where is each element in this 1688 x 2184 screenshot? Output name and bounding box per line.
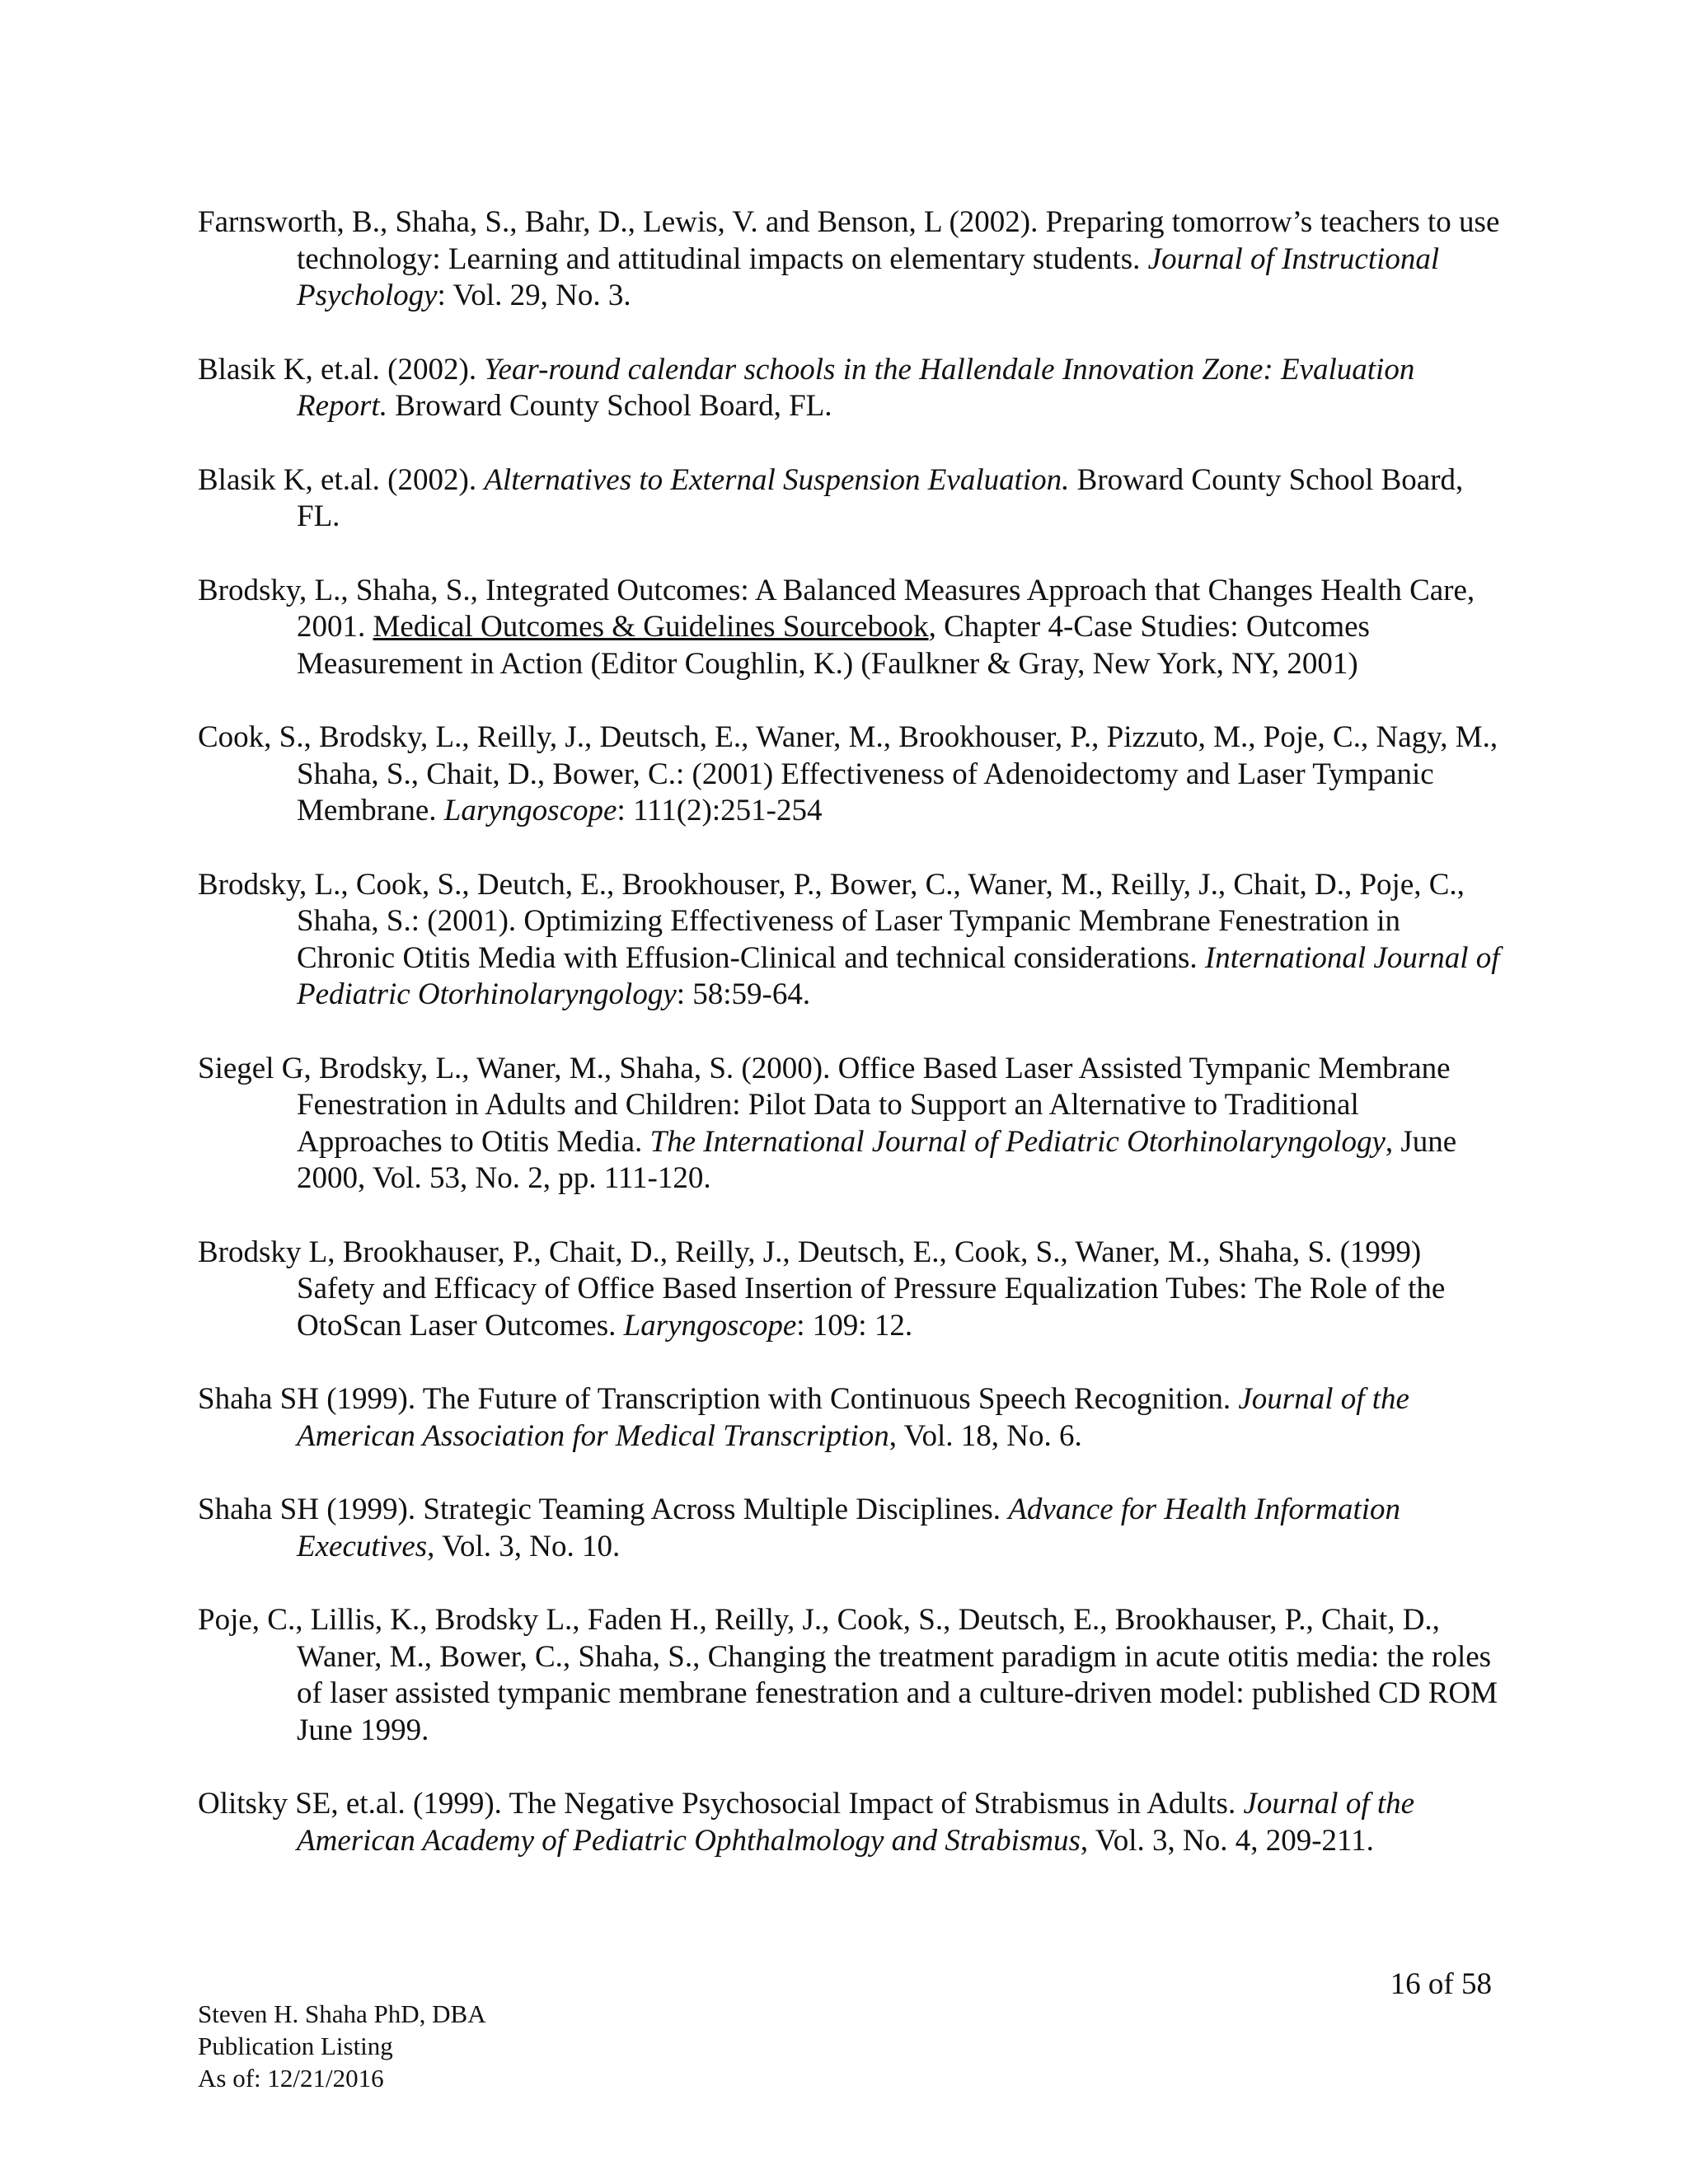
citation-entry [198, 1492, 1500, 1565]
citation-entry [198, 1786, 1500, 1859]
footer-document-title: Publication Listing [198, 2032, 393, 2060]
citation-text: : 111(2):251-254 [617, 794, 823, 827]
citation-text: Brodsky L, Brookhauser, P., Chait, D., Reilly, J., Deutsch, E., Cook, S., Waner, M., Shaha, S. (1999) Safety and Efficacy of Office Based Insertion of Pressure Equalization Tubes: The Role of the OtoScan Laser Outcomes. [198, 1235, 1446, 1343]
citation-text: : 109: 12. [796, 1308, 913, 1343]
citation-source-italic: Laryngoscope [623, 1308, 797, 1343]
citation-text: Cook, S., Brodsky, L., Reilly, J., Deutsch, E., Waner, M., Brookhouser, P., Pizzuto, M., Poje, C., Nagy, M., Shaha, S., Chait, D., Bower, C.: (2001) Effectiveness of Adenoidectomy and Laser Tympanic Membrane. [198, 720, 1498, 827]
page-footer [198, 1998, 486, 2094]
citation-text: Brodsky, L., Cook, S., Deutch, E., Brookhouser, P., Bower, C., Waner, M., Reilly, J., Chait, D., Poje, C., Shaha, S.: (2001). Optimizing Effectiveness of Laser Tympanic Membrane Fenestration in Chronic Otitis Media with Effusion-Clinical and technical considerations. [198, 867, 1465, 975]
page-number: 16 of 58 [1390, 1967, 1492, 2001]
publication-list [198, 204, 1500, 1896]
citation-source-italic: Advance for Health Information Executives [297, 1493, 1401, 1563]
citation-source-italic: Year-round calendar schools in the Hallendale Innovation Zone: Evaluation Report. [297, 352, 1415, 423]
citation-text: Broward County School Board, FL. [387, 389, 832, 423]
citation-text: , Vol. 18, No. 6. [889, 1418, 1082, 1453]
citation-text: Blasik K, et.al. (2002). [198, 462, 485, 497]
citation-entry [198, 1051, 1500, 1197]
citation-source-italic: International Journal of Pediatric Otorhinolaryngology [297, 940, 1500, 1011]
citation-text: : Vol. 29, No. 3. [437, 279, 631, 312]
citation-text: Olitsky SE, et.al. (1999). The Negative Psychosocial Impact of Strabismus in Adults. [198, 1787, 1244, 1821]
citation-text: , Chapter 4-Case Studies: Outcomes Measurement in Action (Editor Coughlin, K.) (Faulkner & Gray, New York, NY, 2001) [297, 610, 1370, 681]
citation-entry [198, 1235, 1500, 1345]
citation-text: Shaha SH (1999). The Future of Transcription with Continuous Speech Recognition. [198, 1382, 1239, 1416]
citation-source-italic: Laryngoscope [443, 794, 617, 827]
citation-source-underlined: Medical Outcomes & Guidelines Sourcebook [373, 610, 929, 644]
citation-text: Broward County School Board, FL. [297, 462, 1464, 533]
citation-text: Brodsky, L., Shaha, S., Integrated Outcomes: A Balanced Measures Approach that Changes Health Care, 2001. [198, 573, 1475, 644]
citation-text: , June 2000, Vol. 53, No. 2, pp. 111-120. [297, 1124, 1457, 1195]
citation-entry [198, 352, 1500, 425]
citation-text: Siegel G, Brodsky, L., Waner, M., Shaha, S. (2000). Office Based Laser Assisted Tympanic Membrane Fenestration in Adults and Children: Pilot Data to Support an Alternative to Traditional Approaches to Otitis Media. [198, 1051, 1451, 1159]
citation-text: : 58:59-64. [676, 977, 811, 1011]
citation-entry [198, 462, 1500, 536]
footer-as-of-date: As of: 12/21/2016 [198, 2064, 384, 2093]
citation-text: Farnsworth, B., Shaha, S., Bahr, D., Lewis, V. and Benson, L (2002). Preparing tomorrow’s teachers to use technology: Learning and attitudinal impacts on elementary students. [198, 205, 1500, 276]
citation-text: Blasik K, et.al. (2002). [198, 352, 485, 387]
citation-text: Shaha SH (1999). Strategic Teaming Across Multiple Disciplines. [198, 1493, 1009, 1526]
citation-entry [198, 573, 1500, 683]
citation-entry [198, 1381, 1500, 1455]
citation-text: , Vol. 3, No. 10. [427, 1529, 621, 1563]
citation-entry [198, 867, 1500, 1014]
citation-source-italic: Journal of the American Association for Medical Transcription [297, 1382, 1409, 1453]
footer-author: Steven H. Shaha PhD, DBA [198, 1999, 486, 2028]
citation-source-italic: Alternatives to External Suspension Evaluation. [484, 462, 1070, 497]
citation-text: Poje, C., Lillis, K., Brodsky L., Faden H., Reilly, J., Cook, S., Deutsch, E., Brookhauser, P., Chait, D., Waner, M., Bower, C., Shaha, S., Changing the treatment paradigm in acute otitis media: the roles of laser assisted tympanic membrane fenestration and a culture-driven model: published CD ROM June 1999. [198, 1603, 1498, 1747]
citation-source-italic: The International Journal of Pediatric Otorhinolaryngology [649, 1124, 1386, 1159]
citation-source-italic: Journal of Instructional Psychology [297, 241, 1440, 312]
citation-entry [198, 719, 1500, 830]
citation-entry [198, 204, 1500, 315]
citation-source-italic: Journal of the American Academy of Pediatric Ophthalmology and Strabismus [297, 1787, 1415, 1858]
citation-text: , Vol. 3, No. 4, 209-211. [1080, 1823, 1374, 1858]
citation-entry [198, 1602, 1500, 1749]
